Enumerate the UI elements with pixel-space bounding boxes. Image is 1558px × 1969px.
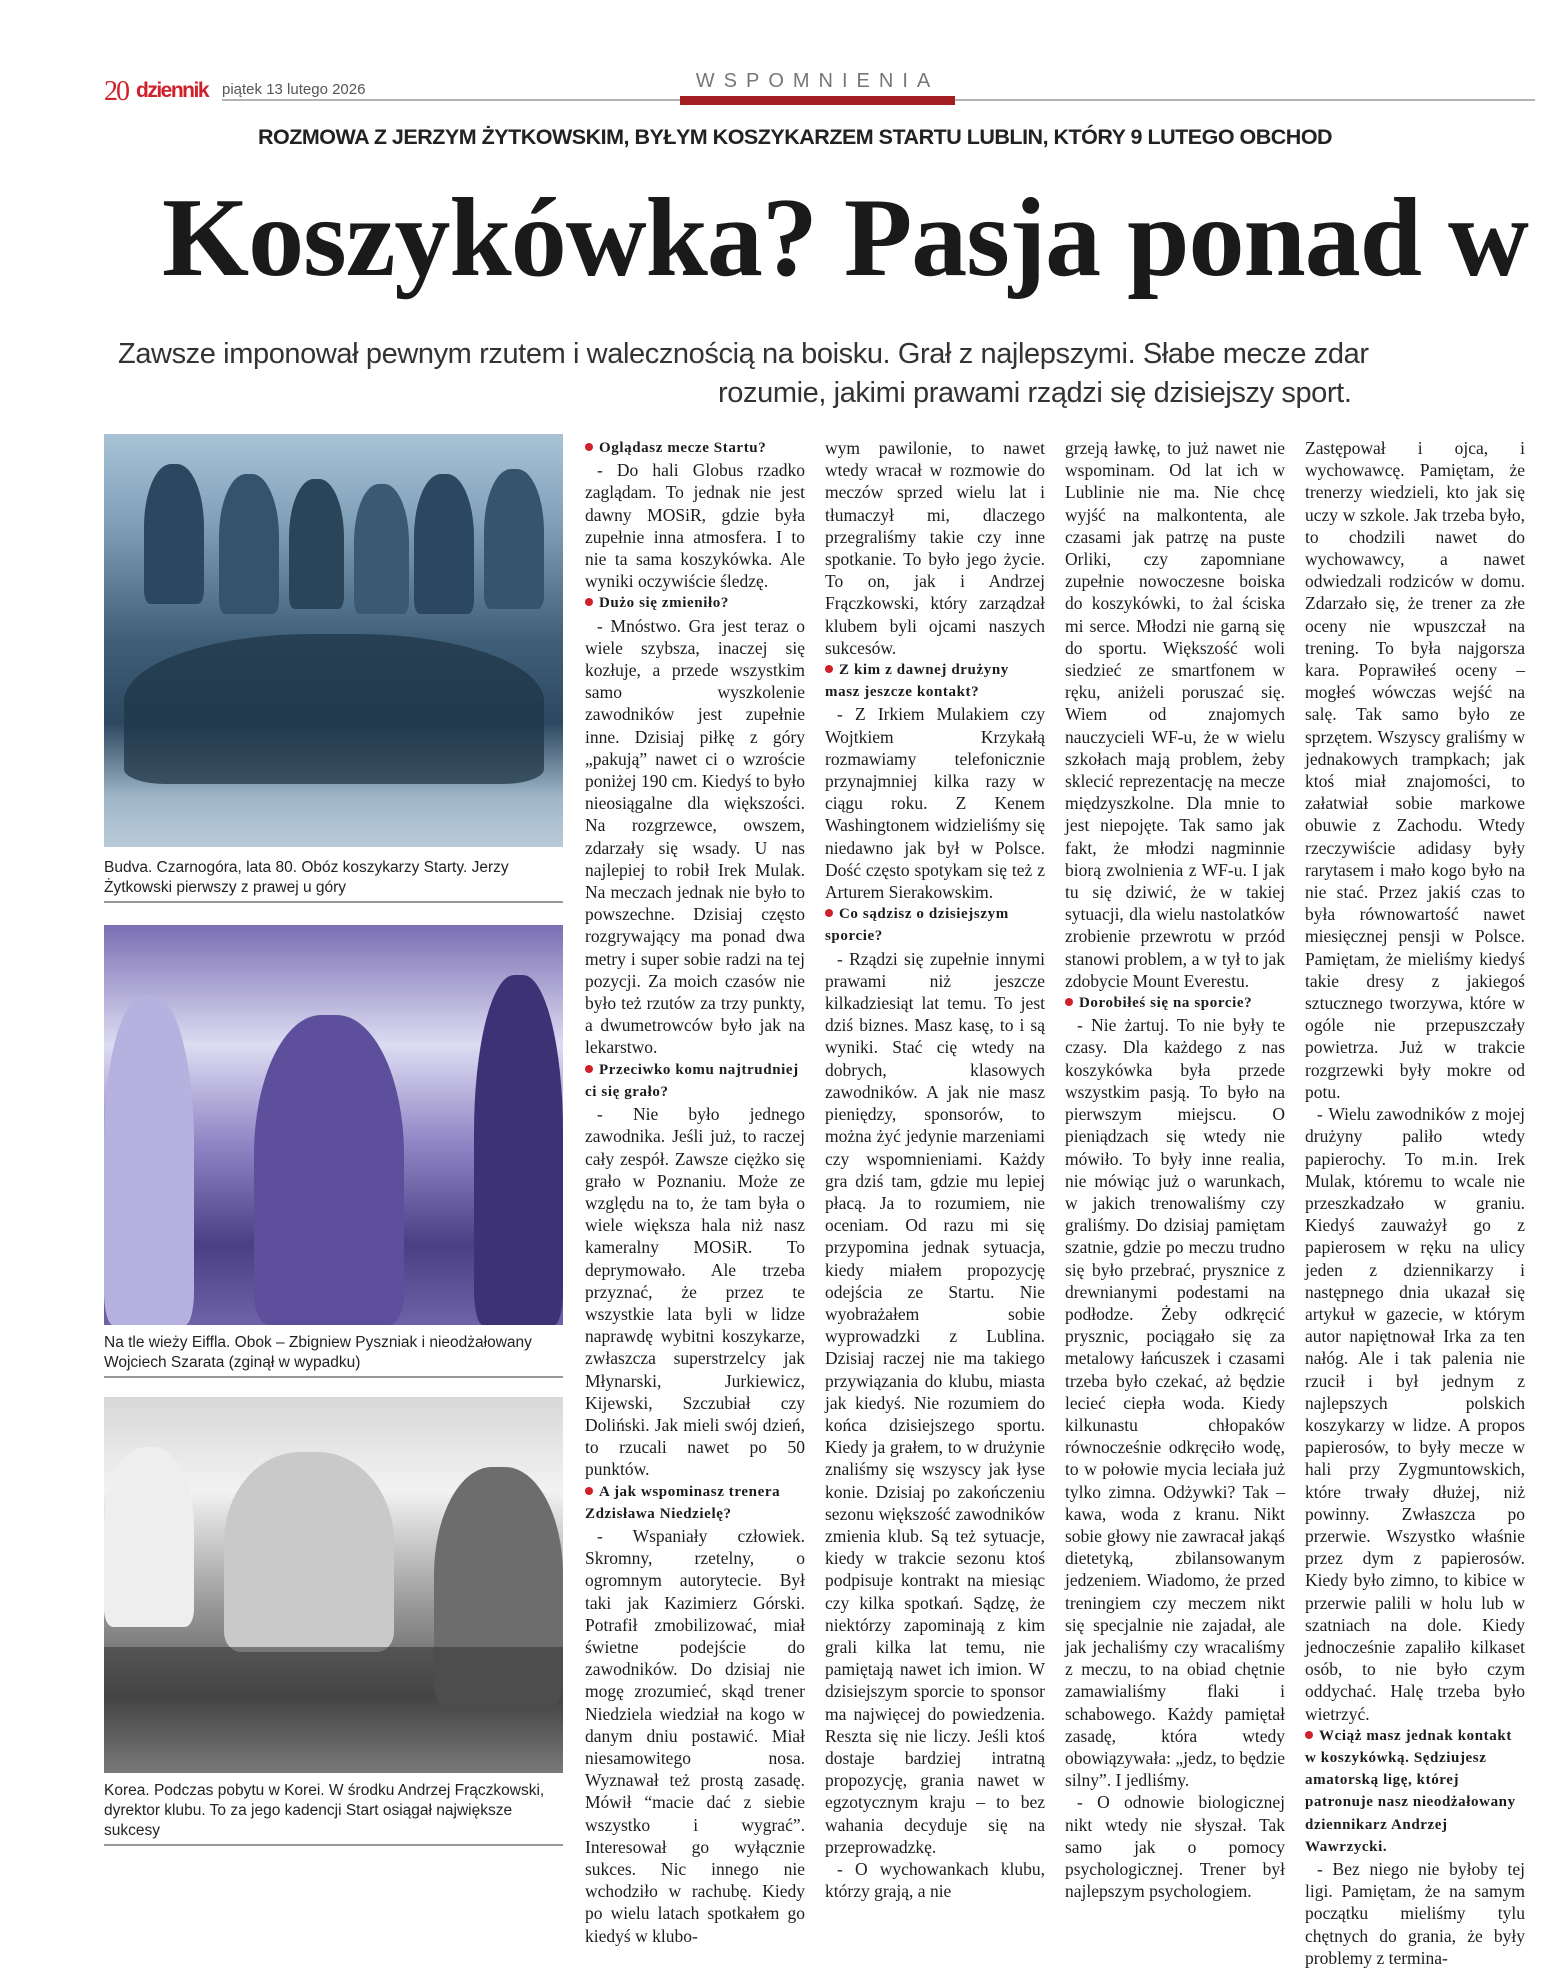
text-column-3 bbox=[1065, 437, 1285, 1902]
interview-answer: - Nie było jednego zawodnika. Jeśli już, to raczej cały zespół. Zawsze ciężko się grało w Poznaniu. Może ze względu na to, że tam była o wiele większa hala niż nasz kameralny MOSiR. To deprymowało. Ale trzeba przyznać, że przez te wszystkie lata byli w lidze naprawdę wybitni koszykarze, zwłaszcza superstrzelcy jak Młynarski, Jurkiewicz, Kijewski, Szczubiał czy Doliński. Jak mieli swój dzień, to rzucali nawet po 50 punktów. bbox=[585, 1104, 805, 1480]
photo-figure bbox=[289, 479, 344, 609]
article-kicker: ROZMOWA Z JERZYM ŻYTKOWSKIM, BYŁYM KOSZYKARZEM STARTU LUBLIN, KTÓRY 9 LUTEGO OBCHOD bbox=[258, 125, 1333, 149]
issue-date: piątek 13 lutego 2026 bbox=[222, 81, 366, 98]
interview-question: Przeciwko komu najtrudniej ci się grało? bbox=[585, 1059, 805, 1103]
photo-figure bbox=[484, 469, 544, 609]
section-label: WSPOMNIENIA bbox=[695, 70, 940, 92]
interview-answer: - Nie żartuj. To nie były te czasy. Dla każdego z nas koszykówka była przede wszystkim pasją. To było na pierwszym miejscu. O pieniądzach się wtedy nie mówiło. To były inne realia, nie mówiąc już o warunkach, w jakich trenowaliśmy czy graliśmy. Do dzisiaj pamiętam szatnie, gdzie po meczu trudno się było przebrać, prysznice z drewnianymi podestami na podłodze. Żeby odkręcić prysznic, pociągało się za metalowy łańcuszek i czasami trzeba było czekać, aż będzie lecieć ciepła woda. Kiedy kilkunastu chłopaków równocześnie odkręciło wodę, to w połowie mycia leciała już tylko zimna. Odżywki? Tak – kawa, woda z kranu. Nikt sobie głowy nie zawracał jakąś dietetyką, zbilansowanym jedzeniem. Wiadomo, że przed treningiem czy meczem nikt się specjalnie nie zajadał, ale jak jechaliśmy czy wracaliśmy z meczu, to na obiad chętnie zamawialiśmy flaki i schabowego. Każdy pamiętał zasadę, która wtedy obowiązywała: „jedz, to będzie silny”. I jedliśmy. bbox=[1065, 1015, 1285, 1791]
interview-question: Dużo się zmieniło? bbox=[585, 592, 805, 614]
photo-caption: Budva. Czarnogóra, lata 80. Obóz koszykarzy Starty. Jerzy Żytkowski pierwszy z prawej u góry bbox=[104, 858, 563, 903]
photo-caption: Korea. Podczas pobytu w Korei. W środku Andrzej Frączkowski, dyrektor klubu. To za jego kadencji Start osiągał największe sukcesy bbox=[104, 1781, 563, 1846]
interview-answer: - Rządzi się zupełnie innymi prawami niż jeszcze kilkadziesiąt lat temu. To jest dziś biznes. Masz kasę, to i są wyniki. Stać cię wtedy na dobrych, klasowych zawodników. A jak nie masz pieniędzy, sponsorów, to można żyć jedynie marzeniami czy wspomnieniami. Każdy gra dziś tam, gdzie mu lepiej płacą. Ja to rozumiem, nie oceniam. Od razu mi się przypomina jednak sytuacja, kiedy miałem propozycję odejścia ze Startu. Nie wyobrażałem sobie wyprowadzki z Lublina. Dzisiaj raczej nie ma takiego przywiązania do klubu, miasta jak kiedyś. Nie rozumiem do końca dzisiejszego sportu. Kiedy ja grałem, to w drużynie znaliśmy się wszyscy jak łyse konie. Dzisiaj po zakończeniu sezonu większość zawodników zmienia klub. Są też sytuacje, kiedy w trakcie sezonu ktoś podpisuje kontrakt na miesiąc czy kilka spotkań. Sądzę, że niektórzy zapominają z kim grali kilka lat temu, nie pamiętają nawet ich imion. W dzisiejszym sporcie to sponsor ma najwięcej do powiedzenia. Reszta się nie liczy. Jeśli ktoś dostaje bardziej intratną propozycję, grania nawet w egzotycznym kraju – to bez wahania decyduje się na przeprowadzkę. bbox=[825, 948, 1045, 1857]
interview-question: Oglądasz mecze Startu? bbox=[585, 437, 805, 459]
interview-question: Wciąż masz jednak kontakt w koszykówką. Sędziujesz amatorską ligę, której patronuje nasz nieodżałowany dziennikarz Andrzej Wawrzycki. bbox=[1305, 1725, 1525, 1858]
text-column-4 bbox=[1305, 437, 1525, 1969]
photo-figure bbox=[474, 975, 563, 1325]
interview-answer: - Wielu zawodników z mojej drużyny paliło wtedy papierochy. To m.in. Irek Mulak, któremu to wcale nie przeszkadzało w graniu. Kiedyś zauważył go z papierosem w ręku na ulicy jeden z dziennikarzy i następnego dnia ukazał się artykuł w gazecie, w którym autor napiętnował Irka za ten nałóg. Ale i tak palenia nie rzucił i był jednym z najlepszych polskich koszykarzy w lidze. A propos papierosów, to były mecze w hali przy Zygmuntowskich, które trwały dłużej, niż powinny. Zwłaszcza po przerwie. Wszystko właśnie przez dym z papierosów. Kiedy było zimno, to kibice w przerwie palili w holu lub w szatniach na dole. Kiedy jednocześnie zapaliło kilkaset osób, to nie było czym oddychać. Halę trzeba było wietrzyć. bbox=[1305, 1104, 1525, 1724]
article-headline: Koszykówka? Pasja ponad w bbox=[162, 176, 1528, 300]
interview-question: Dorobiłeś się na sporcie? bbox=[1065, 992, 1285, 1014]
interview-answer: - O odnowie biologicznej nikt wtedy nie słyszał. Tak samo jak o pomocy psychologicznej. Trener był najlepszym psychologiem. bbox=[1065, 1792, 1285, 1902]
interview-answer: wym pawilonie, to nawet wtedy wracał w rozmowie do meczów sprzed wielu lat i tłumaczył mi, dlaczego przegraliśmy takie czy inne spotkanie. To było jego życie. To on, jak i Andrzej Frączkowski, który zarządzał klubem byli ojcami naszych sukcesów. bbox=[825, 438, 1045, 658]
photo-figure bbox=[144, 464, 204, 604]
interview-question: Co sądzisz o dzisiejszym sporcie? bbox=[825, 903, 1045, 947]
text-column-2 bbox=[825, 437, 1045, 1902]
interview-answer: - Bez niego nie byłoby tej ligi. Pamiętam, że na samym początku mieliśmy tylu chętnych do grania, że były problemy z termina- bbox=[1305, 1859, 1525, 1968]
photo-figure bbox=[414, 474, 474, 614]
photo-eiffel-tower bbox=[104, 925, 563, 1325]
interview-answer: - O wychowankach klubu, którzy grają, a nie bbox=[825, 1859, 1045, 1902]
article-lead-line-1: Zawsze imponował pewnym rzutem i walecznością na boisku. Grał z najlepszymi. Słabe mecze zdar bbox=[118, 338, 1369, 370]
photo-figure bbox=[254, 1015, 404, 1325]
page-number: 20 bbox=[104, 76, 128, 107]
article-lead-line-2: rozumie, jakimi prawami rządzi się dzisiejszy sport. bbox=[718, 377, 1352, 409]
photo-figure bbox=[224, 1452, 394, 1652]
photo-figure bbox=[354, 484, 409, 614]
interview-answer: grzeją ławkę, to już nawet nie wspominam. Od lat ich w Lublinie nie ma. Nie chcę wyjść na malkontenta, ale czasami jak patrzę na puste Orliki, czy zapomniane zupełnie nowoczesne boiska do koszykówki, to żal ściska mi serce. Młodzi nie garną się do sportu. Większość woli siedzieć ze smartfonem w ręku, aniżeli poruszać się. Wiem od znajomych nauczycieli WF-u, że w wielu szkołach mają problem, żeby sklecić reprezentację na mecze międzyszkolne. Dla mnie to jest niepojęte. Tak samo jak fakt, że młodzi nagminnie biorą zwolnienia z WF-u. I jak tu się dziwić, że w takiej sytuacji, dla wielu nastolatków zrobienie przewrotu w przód stanowi problem, a w tył to jak zdobycie Mount Everestu. bbox=[1065, 438, 1285, 991]
photo-korea-dinner bbox=[104, 1397, 563, 1773]
interview-answer: - Mnóstwo. Gra jest teraz o wiele szybsza, inaczej się kozłuje, a przede wszystkim samo wyszkolenie zawodników jest zupełnie inne. Dzisiaj piłkę z góry „pakują” nawet ci o wzroście poniżej 190 cm. Kiedyś to było nieosiągalne dla większości. Na rozgrzewce, owszem, zdarzały się wsady. U nas najlepiej to robił Irek Mulak. Na meczach jednak nie było to powszechne. Dzisiaj często rozgrywający ma ponad dwa metry i super sobie radzi na tej pozycji. Za moich czasów nie było też rzutów za trzy punkty, a dwumetrowców było jak na lekarstwo. bbox=[585, 615, 805, 1058]
newspaper-logo: dziennik bbox=[136, 79, 209, 102]
interview-answer: - Z Irkiem Mulakiem czy Wojtkiem Krzykałą rozmawiamy telefonicznie przynajmniej kilka razy w ciągu roku. Z Kenem Washingtonem widzieliśmy się niedawno jak był w Polsce. Dość często spotykam się też z Arturem Sierakowskim. bbox=[825, 704, 1045, 903]
photo-caption: Na tle wieży Eiffla. Obok – Zbigniew Pyszniak i nieodżałowany Wojciech Szarata (zginął w wypadku) bbox=[104, 1333, 563, 1378]
photo-figure bbox=[104, 995, 194, 1325]
section-accent-bar bbox=[680, 96, 955, 105]
interview-question: Z kim z dawnej drużyny masz jeszcze kontakt? bbox=[825, 659, 1045, 703]
text-column-1 bbox=[585, 437, 805, 1947]
photo-figure bbox=[219, 474, 279, 614]
photo-table bbox=[104, 1647, 563, 1773]
interview-answer: Zastępował i ojca, i wychowawcę. Pamiętam, że trenerzy wiedzieli, kto jak się uczy w szkole. Jak trzeba było, to chodzili nawet do wychowawcy, a nawet odwiedzali rodziców w domu. Zdarzało się, że trener za złe oceny nie wpuszczał na trening. To była najgorsza kara. Poprawiłeś oceny – mogłeś wówczas wejść na salę. Tak samo było ze sprzętem. Wszyscy graliśmy w jednakowych trampkach; jak ktoś miał znajomości, to załatwiał sobie markowe obuwie z Zachodu. Wtedy rzeczywiście adidasy były rarytasem i mało kogo było na nie stać. Przez jakiś czas to była równowartość nawet miesięcznej pensji w Polsce. Pamiętam, że mieliśmy kiedyś takie dresy z jakiegoś sztucznego tworzywa, które w ogóle nie przepuszczały powietrza. Już w trakcie rozgrzewki były mokre od potu. bbox=[1305, 438, 1525, 1102]
interview-answer: - Do hali Globus rzadko zaglądam. To jednak nie jest dawny MOSiR, gdzie była zupełnie inna atmosfera. I to nie ta sama koszykówka. Ale wyniki oczywiście śledzę. bbox=[585, 460, 805, 592]
interview-answer: - Wspaniały człowiek. Skromny, rzetelny, o ogromnym autorytecie. Był taki jak Kazimierz Górski. Potrafił zmobilizować, miał świetne podejście do zawodników. Do dzisiaj nie mogę zrozumieć, skąd trener Niedziela wiedział na kogo w danym dniu postawić. Miał niesamowitego nosa. Wyznawał też prostą zasadę. Mówił “macie dać z siebie wszystko i wygrać”. Interesował go wyłącznie sukces. Nic innego nie wchodziło w rachubę. Kiedy po wielu latach spotkałem go kiedyś w klubo- bbox=[585, 1525, 805, 1946]
photo-figure bbox=[124, 634, 544, 784]
photo-team-camp-budva bbox=[104, 434, 563, 847]
photo-figure bbox=[104, 1447, 194, 1627]
interview-question: A jak wspominasz trenera Zdzisława Niedzielę? bbox=[585, 1481, 805, 1525]
